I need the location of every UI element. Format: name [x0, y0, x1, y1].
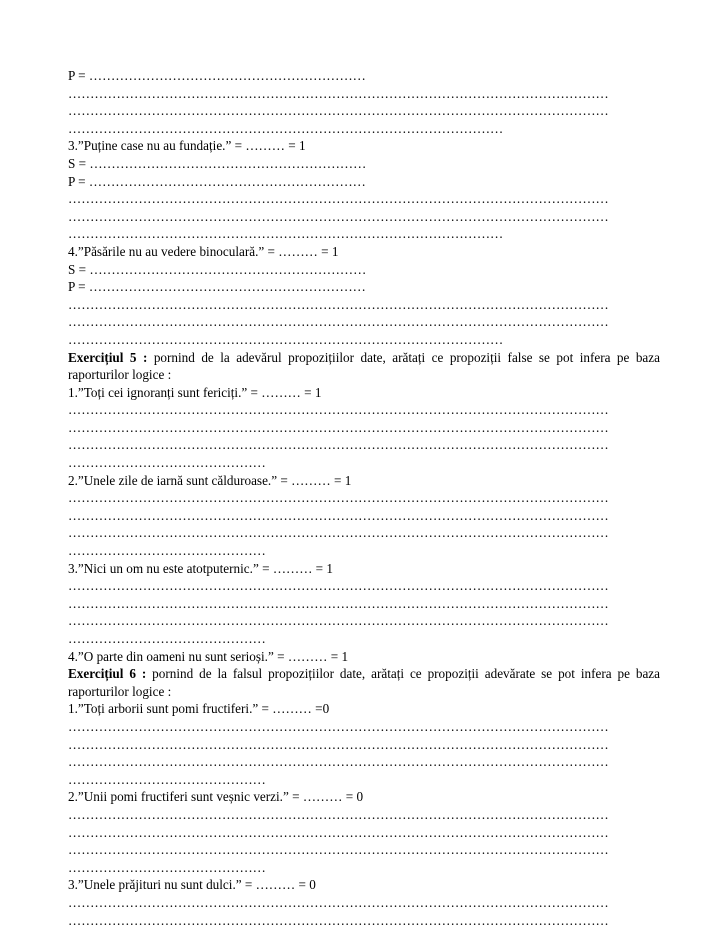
proposition-line: 2.”Unele zile de iarnă sunt călduroase.” = ……… = 1: [68, 472, 352, 488]
exercise-heading: Exercițiul 5 :: [68, 349, 148, 365]
answer-line: ……………………………………………………………………………………………………………: [68, 103, 609, 119]
answer-line: ……………………………………………………………………………………………………………: [68, 806, 609, 822]
answer-line: ………………………………………: [68, 455, 266, 471]
answer-line: ……………………………………………………………………………………………………………: [68, 736, 609, 752]
answer-line: ……………………………………………………………………………………………………………: [68, 842, 609, 858]
exercise-instruction: [68, 349, 660, 384]
answer-line: ……………………………………………………………………………………………………………: [68, 912, 609, 928]
term-fill-line: S = ………………………………………………………: [68, 261, 367, 277]
answer-line: ……………………………………………………………………………………………………………: [68, 314, 609, 330]
term-fill-line: P = ………………………………………………………: [68, 173, 366, 189]
answer-line: ……………………………………………………………………………………………………………: [68, 595, 609, 611]
term-fill-line: P = ………………………………………………………: [68, 68, 366, 83]
proposition-line: 4.”Păsările nu au vedere binoculară.” = ……… = 1: [68, 243, 339, 259]
term-fill-line: S = ………………………………………………………: [68, 155, 367, 171]
exercise-instruction-text: pornind de la adevărul propozițiilor date, arătați ce propoziții false se pot infera pe baza raporturilor logice :: [68, 349, 660, 383]
answer-line: ………………………………………: [68, 771, 266, 787]
answer-line: ………………………………………………………………………………………: [68, 120, 504, 136]
proposition-line: 3.”Unele prăjituri nu sunt dulci.” = ……… = 0: [68, 877, 316, 893]
proposition-line: 4.”O parte din oameni nu sunt serioși.” = ……… = 1: [68, 648, 349, 664]
answer-line: ……………………………………………………………………………………………………………: [68, 507, 609, 523]
answer-line: ……………………………………………………………………………………………………………: [68, 578, 609, 594]
answer-line: ……………………………………………………………………………………………………………: [68, 525, 609, 541]
proposition-line: 3.”Puține case nu au fundație.” = ……… = 1: [68, 138, 306, 154]
answer-line: ………………………………………: [68, 859, 266, 875]
answer-line: ……………………………………………………………………………………………………………: [68, 824, 609, 840]
answer-line: ……………………………………………………………………………………………………………: [68, 85, 609, 101]
exercise-instruction: [68, 665, 660, 700]
answer-line: ………………………………………: [68, 543, 266, 559]
answer-line: ……………………………………………………………………………………………………………: [68, 191, 609, 207]
answer-line: ……………………………………………………………………………………………………………: [68, 754, 609, 770]
answer-line: ……………………………………………………………………………………………………………: [68, 490, 609, 506]
exercise-instruction-text: pornind de la falsul propozițiilor date, arătați ce propoziții adevărate se pot infera pe baza raporturilor logice :: [68, 666, 661, 699]
proposition-line: 3.”Nici un om nu este atotputernic.” = ……… = 1: [68, 560, 334, 576]
answer-line: ……………………………………………………………………………………………………………: [68, 402, 609, 418]
answer-line: ……………………………………………………………………………………………………………: [68, 208, 609, 224]
answer-line: ……………………………………………………………………………………………………………: [68, 296, 609, 312]
answer-line: ……………………………………………………………………………………………………………: [68, 718, 609, 734]
proposition-line: 1.”Toți arborii sunt pomi fructiferi.” = ……… =0: [68, 701, 330, 717]
answer-line: ……………………………………………………………………………………………………………: [68, 613, 609, 629]
term-fill-line: P = ………………………………………………………: [68, 279, 366, 295]
answer-line: ………………………………………………………………………………………: [68, 226, 504, 242]
answer-line: ………………………………………………………………………………………: [68, 331, 504, 347]
proposition-line: 2.”Unii pomi fructiferi sunt veșnic verzi.” = ……… = 0: [68, 789, 364, 805]
exercise-heading: Exercițiul 6 :: [68, 666, 147, 682]
answer-line: ……………………………………………………………………………………………………………: [68, 437, 609, 453]
proposition-line: 1.”Toți cei ignoranți sunt fericiți.” = ……… = 1: [68, 384, 322, 400]
answer-line: ………………………………………: [68, 631, 266, 646]
answer-line: ……………………………………………………………………………………………………………: [68, 894, 609, 910]
answer-line: ……………………………………………………………………………………………………………: [68, 419, 609, 435]
worksheet-page: [68, 67, 660, 929]
